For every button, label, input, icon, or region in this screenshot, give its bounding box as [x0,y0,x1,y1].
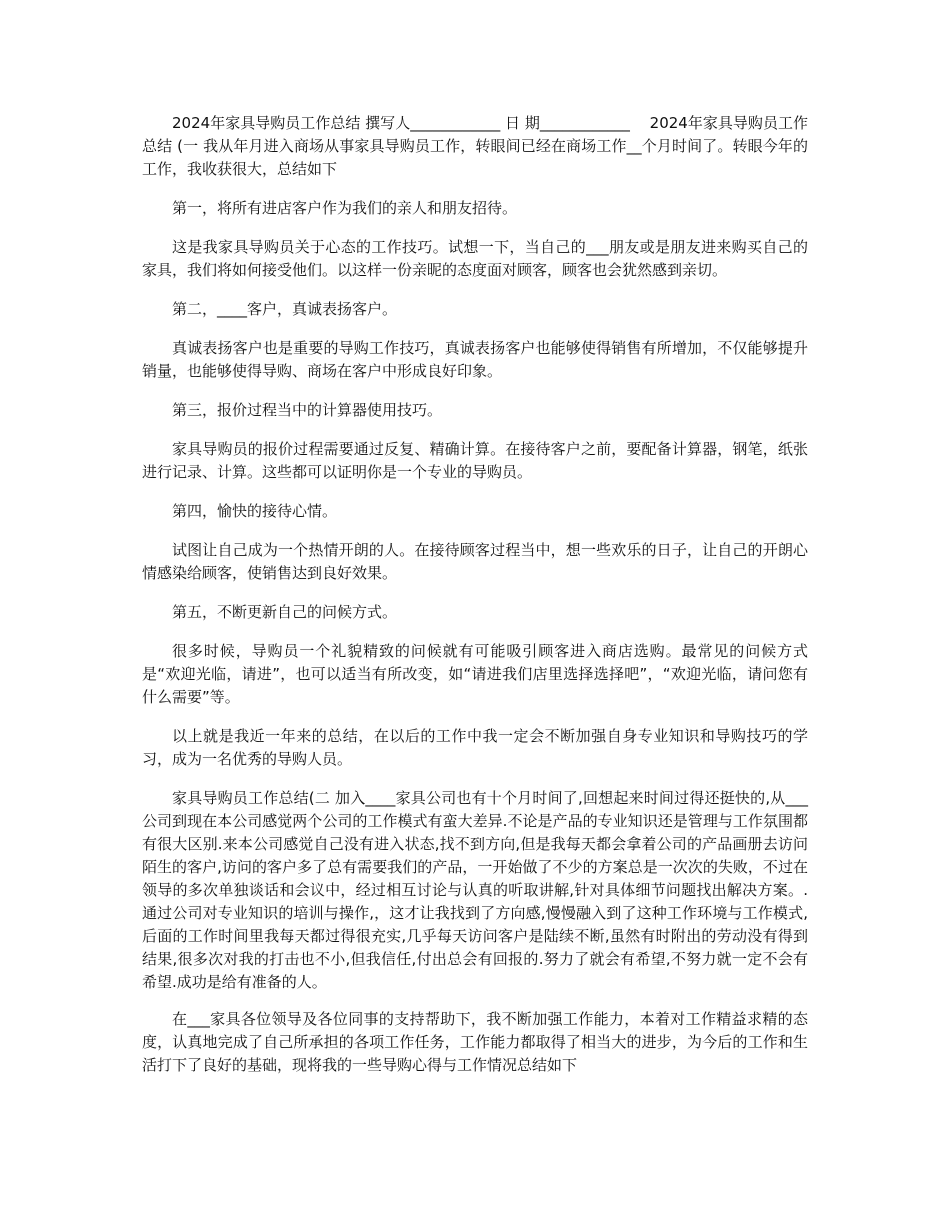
point-one-heading: 第一，将所有进店客户作为我们的亲人和朋友招待。 [172,199,518,217]
point-three-heading: 第三，报价过程当中的计算器使用技巧。 [172,401,443,419]
point-two-heading: 第二，____客户，真诚表扬客户。 [172,300,398,318]
point-two-body: 真诚表扬客户也是重要的导购工作技巧，真诚表扬客户也能够使得销售有所增加，不仅能够提升销量，也能够使得导购、商场在客户中形成良好印象。 [142,339,808,380]
point-one-body: 这是我家具导购员关于心态的工作技巧。试想一下，当自己的___朋友或是朋友进来购买自己的家具，我们将如何接受他们。以这样一份亲昵的态度面对顾客，顾客也会犹然感到亲切。 [142,238,808,279]
point-three-body: 家具导购员的报价过程需要通过反复、精确计算。在接待客户之前，要配备计算器，钢笔，纸张进行记录、计算。这些都可以证明你是一个专业的导购员。 [142,440,808,481]
document-header-paragraph: 2024年家具导购员工作总结 撰写人____________ 日 期____________ 2024年家具导购员工作总结 (一 我从年月进入商场从事家具导购员工作，转眼间已经在商场工作__个月时间了。转眼今年的工作，我收获很大，总结如下 [142,114,808,178]
closing-paragraph: 在___家具各位领导及各位同事的支持帮助下，我不断加强工作能力，本着对工作精益求精的态度，认真地完成了自己所承担的各项工作任务，工作能力都取得了相当大的进步，为今后的工作和生活打下了良好的基础，现将我的一些导购心得与工作情况总结如下 [142,1010,808,1074]
point-four-body: 试图让自己成为一个热情开朗的人。在接待顾客过程当中，想一些欢乐的日子，让自己的开朗心情感染给顾客，使销售达到良好效果。 [142,541,808,582]
point-five-heading: 第五，不断更新自己的问候方式。 [172,603,398,621]
document-body [142,112,808,1093]
summary-two-paragraph: 家具导购员工作总结(二 加入____家具公司也有十个月时间了,回想起来时间过得还挺快的,从___公司到现在本公司感觉两个公司的工作模式有蛮大差异.不论是产品的专业知识还是管理与工作氛围都有很大区别.来本公司感觉自己没有进入状态,找不到方向,但是我每天都会拿着公司的产品画册去访问陌生的客户,访问的客户多了总有需要我们的产品，一开始做了不少的方案总是一次次的失败，不过在领导的多次单独谈话和会议中，经过相互讨论与认真的听取讲解,针对具体细节问题找出解决方案。.通过公司对专业知识的培训与操作,，这才让我找到了方向感,慢慢融入到了这种工作环境与工作模式,后面的工作时间里我每天都过得很充实,几乎每天访问客户是陆续不断,虽然有时附出的劳动没有得到结果,很多次对我的打击也不小,但我信任,付出总会有回报的.努力了就会有希望,不努力就一定不会有希望.成功是给有准备的人。 [142,789,808,991]
point-five-body: 很多时候，导购员一个礼貌精致的问候就有可能吸引顾客进入商店选购。最常见的问候方式是“欢迎光临，请进”，也可以适当有所改变，如“请进我们店里选择选择吧”，“欢迎光临，请问您有什么需要”等。 [142,642,808,706]
summary-paragraph: 以上就是我近一年来的总结，在以后的工作中我一定会不断加强自身专业知识和导购技巧的学习，成为一名优秀的导购人员。 [142,727,808,768]
point-four-heading: 第四，愉快的接待心情。 [172,502,338,520]
